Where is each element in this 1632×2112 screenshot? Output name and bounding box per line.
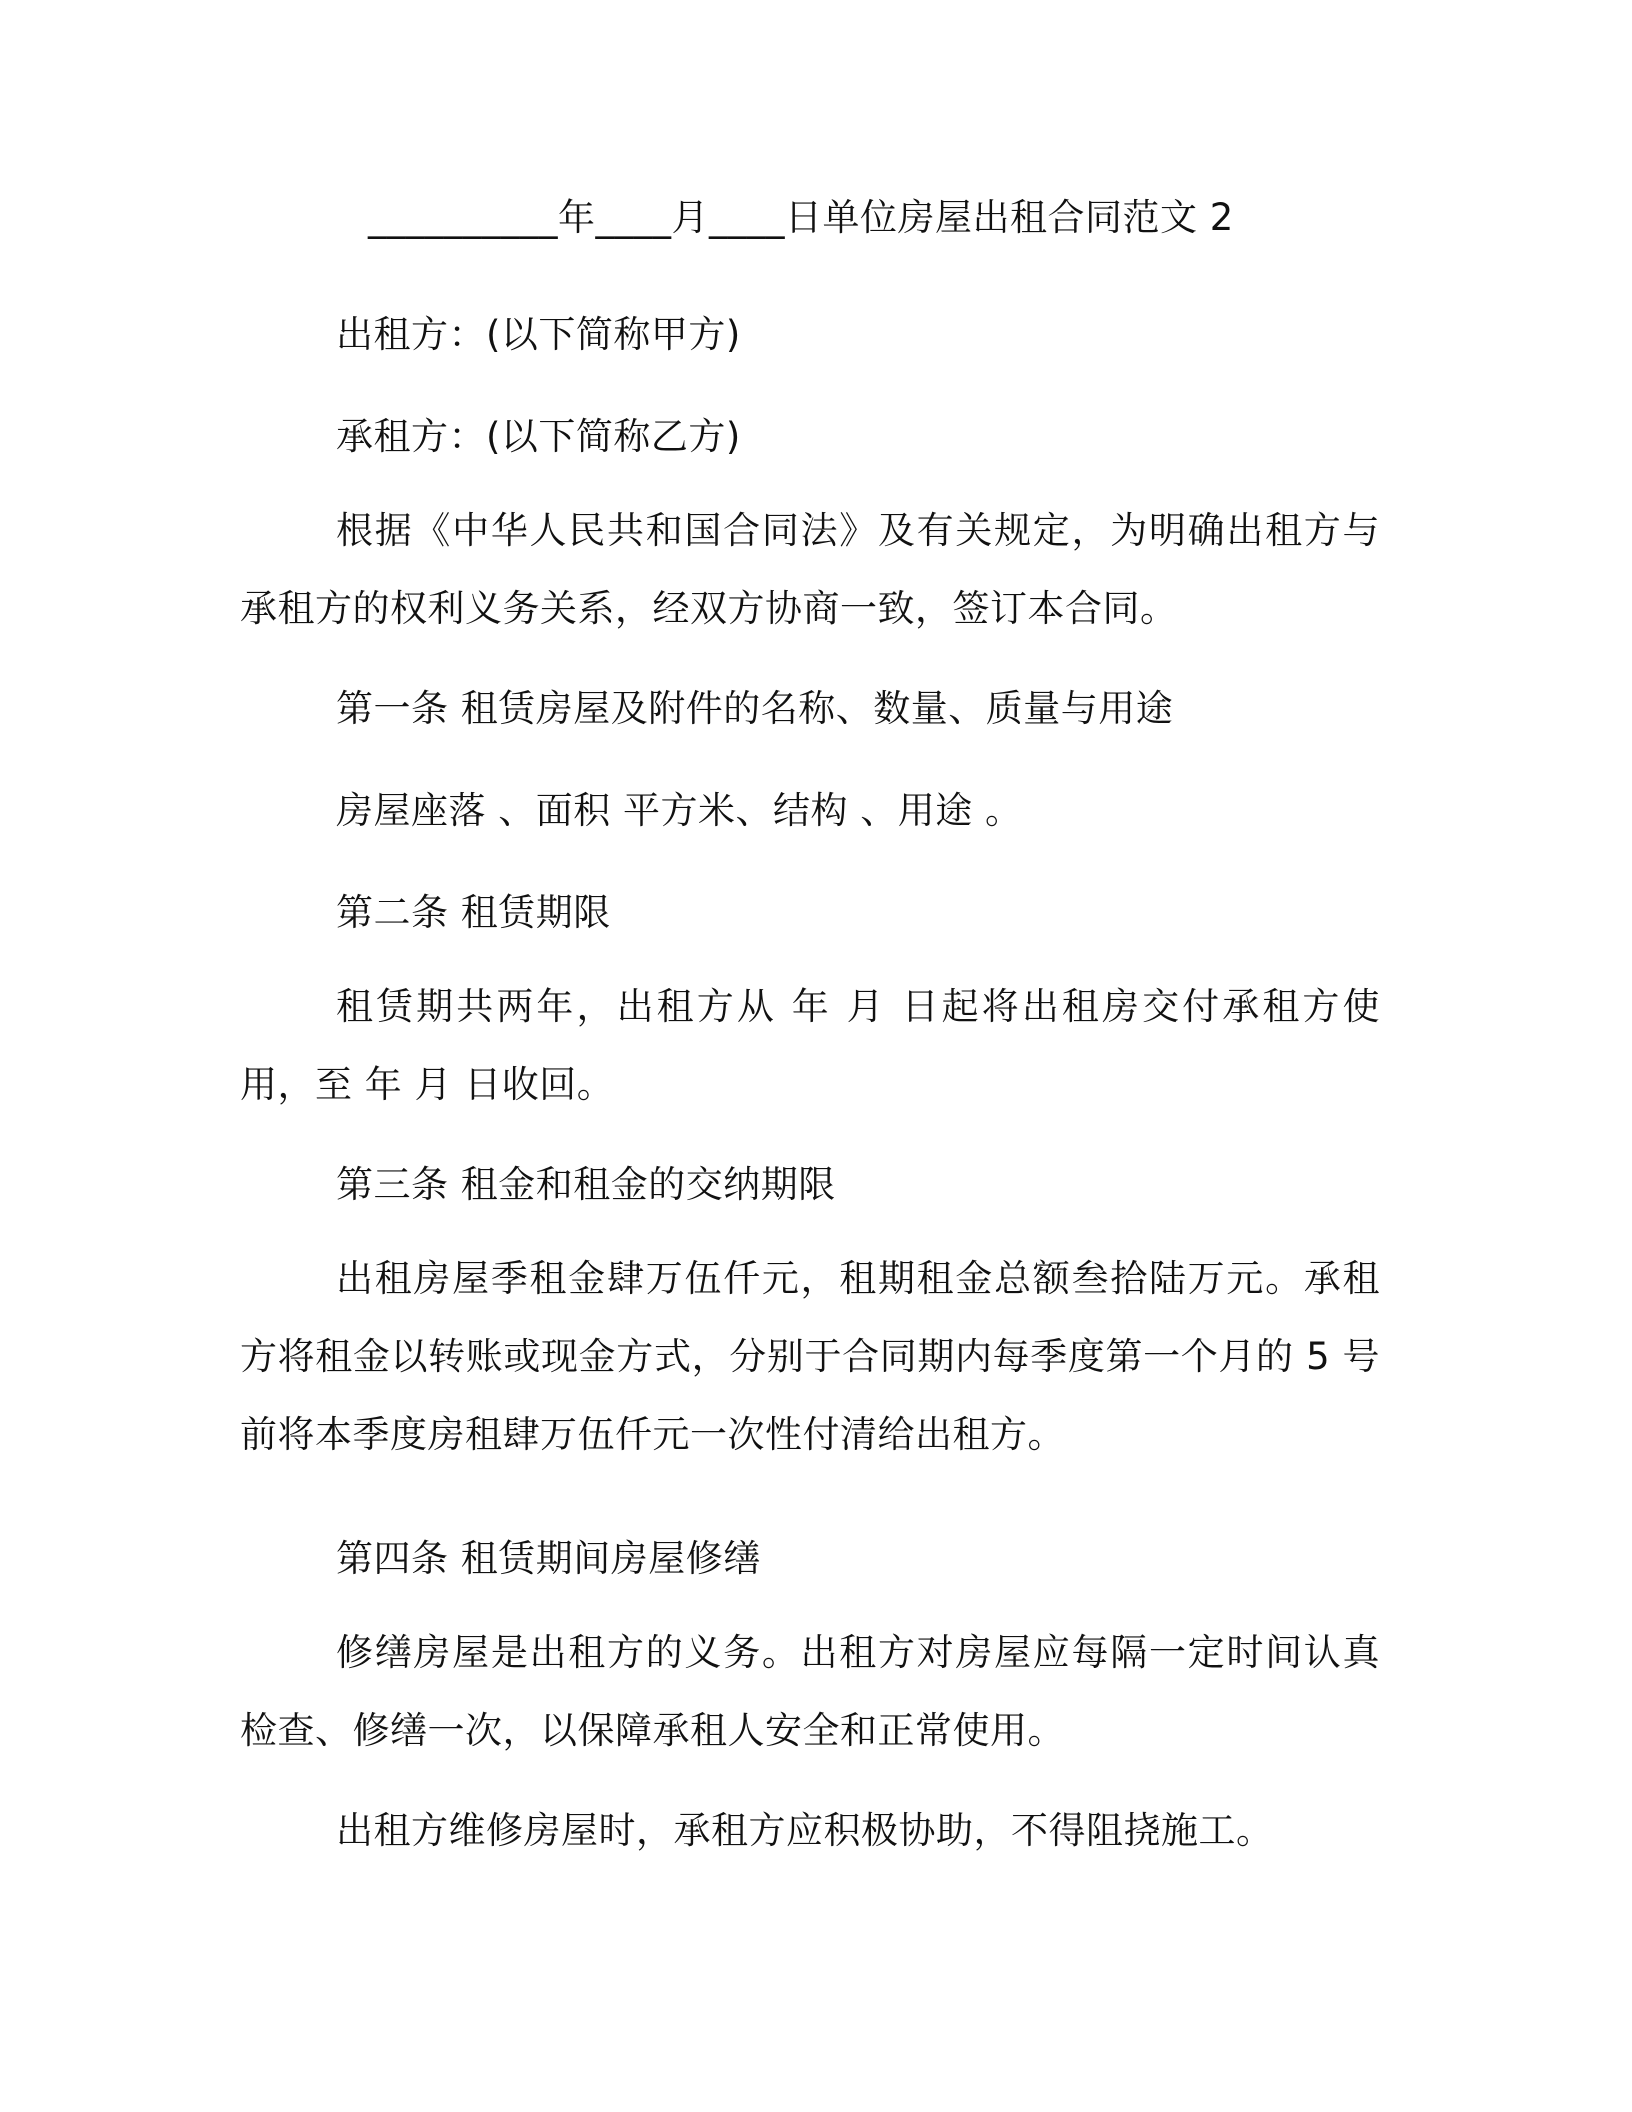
paragraph-rent-payment: 出租房屋季租金肆万伍仟元，租期租金总额叁拾陆万元。承租方将租金以转账或现金方式，分别于合同期内每季度第一个月的 5 号前将本季度房租肆万伍仟元一次性付清给出租方。 — [240, 1257, 1380, 1456]
paragraph-article-3-heading: 第三条 租金和租金的交纳期限 — [336, 1163, 836, 1206]
document-title: __________年____月____日单位房屋出租合同范文 2 — [368, 196, 1234, 239]
paragraph-article-1-heading: 第一条 租赁房屋及附件的名称、数量、质量与用途 — [336, 687, 1174, 730]
paragraph-property-details: 房屋座落 、面积 平方米、结构 、用途 。 — [336, 789, 1023, 832]
paragraph-article-2-heading: 第二条 租赁期限 — [336, 891, 611, 934]
paragraph-lease-term: 租赁期共两年，出租方从 年 月 日起将出租房交付承租方使用，至 年 月 日收回。 — [240, 985, 1380, 1106]
paragraph-lessee: 承租方：(以下简称乙方) — [336, 415, 741, 458]
paragraph-article-4-heading: 第四条 租赁期间房屋修缮 — [336, 1537, 761, 1580]
paragraph-preamble: 根据《中华人民共和国合同法》及有关规定，为明确出租方与承租方的权利义务关系，经双方协商一致，签订本合同。 — [240, 509, 1380, 630]
paragraph-repair-cooperation: 出租方维修房屋时，承租方应积极协助，不得阻挠施工。 — [336, 1809, 1274, 1852]
paragraph-repair-duty: 修缮房屋是出租方的义务。出租方对房屋应每隔一定时间认真检查、修缮一次，以保障承租人安全和正常使用。 — [240, 1631, 1380, 1752]
paragraph-lessor: 出租方：(以下简称甲方) — [336, 313, 741, 356]
